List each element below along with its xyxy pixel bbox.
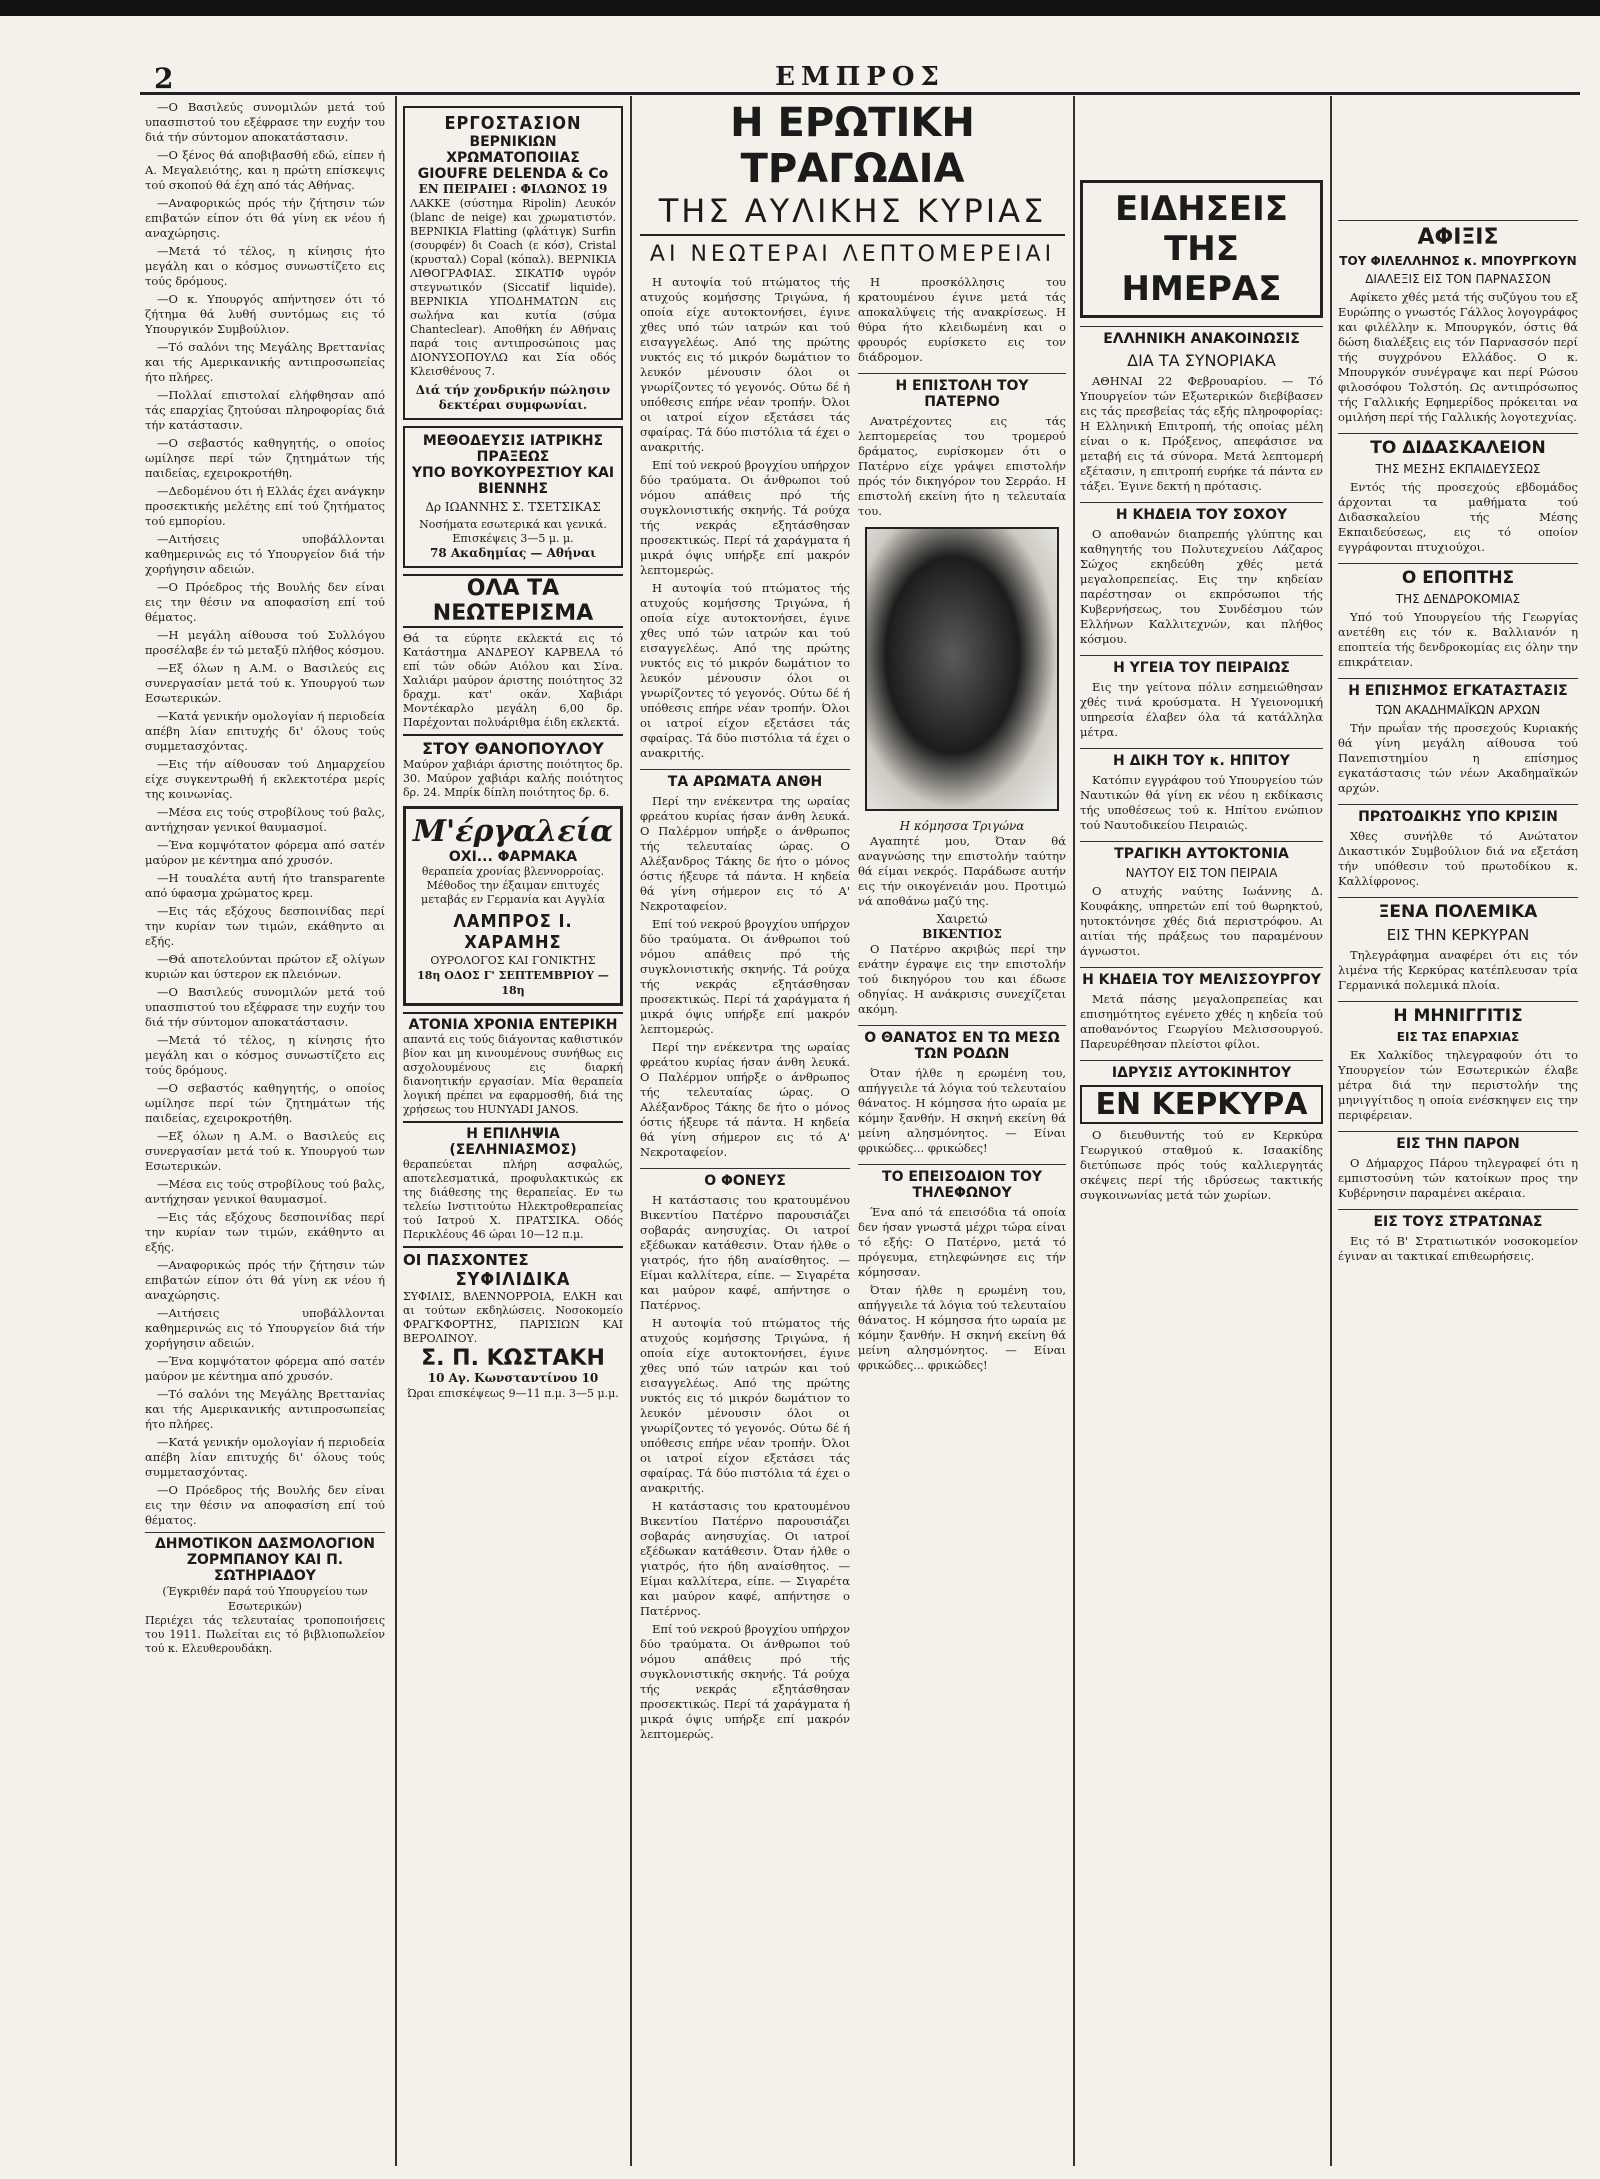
section-heading: ΙΔΡΥΣΙΣ ΑΥΤΟΚΙΝΗΤΟΥ — [1080, 1060, 1323, 1081]
ad-varnish-factory — [403, 106, 623, 420]
ad-novelties — [403, 574, 623, 730]
ad-text: Νοσήματα εσωτερικά και γενικά. Επισκέψεις 3—5 μ. μ. — [419, 518, 607, 545]
ad-subtitle: ΣΥΦΙΛΙΔΙΚΑ — [455, 1269, 571, 1290]
article-paragraph: —Αναφορικώς πρός τήν ζήτησιν τών επιβατών είπον ότι θά γίνη εκ νέου ή αναχώρησις. — [145, 1258, 385, 1302]
section-subheading: ΕΙΣ ΤΗΝ ΚΕΡΚΥΡΑΝ — [1386, 926, 1530, 944]
section-heading: Η ΕΠΙΣΤΟΛΗ ΤΟΥ ΠΑΤΕΡΝΟ — [858, 373, 1066, 410]
article-paragraph: Εκ Χαλκίδος τηλεγραφούν ότι το Υπουργείον τών Εσωτερικών έλαβε μέτρα διά την περιστολήν της μηνιγγίτιδος η οποία ενέσκηψεν εις την περιφέρειαν. — [1338, 1048, 1578, 1122]
ad-title: ΑΤΟΝΙΑ ΧΡΟΝΙΑ ΕΝΤΕΡΙΚΗ — [403, 1012, 623, 1033]
ad-text: θεραπεύεται πλήρη ασφαλώς, αποτελεσματικά, προφυλακτικώς εκ της διάθεσης της θεραπείας. Εν τω τελείω Ινστιτούτω Ηλεκτροθεραπείας τού Ιατρού Χ. ΠΡΑΤΣΙΚΑ. Οδός Περικλέους 46 ώραι 10—12 π.μ. — [403, 1158, 623, 1241]
ad-title: Η ΕΠΙΛΗΨΙΑ (ΣΕΛΗΝΙΑΣΜΟΣ) — [403, 1121, 623, 1158]
article-paragraph: —Μετά τό τέλος, η κίνησις ήτο μεγάλη και ο κόσμος συνωστίζετο εις τούς δρόμους. — [145, 1033, 385, 1077]
masthead-title: ΕΜΠΡΟΣ — [775, 62, 945, 92]
news-of-the-day-title: ΕΙΔΗΣΕΙΣ ΤΗΣ ΗΜΕΡΑΣ — [1080, 180, 1323, 318]
ad-role: ΟΥΡΟΛΟΓΟΣ ΚΑΙ ΓΟΝΙΚΤΗΣ — [430, 954, 596, 967]
article-paragraph: —Ο Πρόεδρος τής Βουλής δεν είναι εις την θέσιν να αποφασίση επί τού θέματος. — [145, 580, 385, 624]
main-subheadline: ΤΗΣ ΑΥΛΙΚΗΣ ΚΥΡΙΑΣ — [640, 192, 1065, 236]
article-paragraph: Αγαπητέ μου, Όταν θά αναγνώσης την επιστολήν ταύτην θά είμαι νεκρός. Παράδωσε αυτήν εις τήν οικογένειάν μου. Προτιμώ νά αποθάνω μαζύ της. — [858, 834, 1066, 908]
column-3 — [640, 275, 850, 2160]
article-paragraph: Υπό τού Υπουργείου τής Γεωργίας ανετέθη εις τόν κ. Βαλλιανόν η εποπτεία τής δενδροκομίας εις όλην την επικράτειαν. — [1338, 610, 1578, 669]
ad-place: ΕΝ ΠΕΙΡΑΙΕΙ : ΦΙΛΩΝΟΣ 19 — [418, 182, 608, 196]
section-heading: ΤΟ ΕΠΕΙΣΟΔΙΟΝ ΤΟΥ ΤΗΛΕΦΩΝΟΥ — [858, 1164, 1066, 1201]
ad-hours: Ώραι επισκέψεως 9—11 π.μ. 3—5 μ.μ. — [407, 1387, 619, 1400]
ad-script-title: Μ'έργαλεία — [412, 814, 614, 849]
ad-subtitle: ΒΕΡΝΙΚΙΩΝ ΧΡΩΜΑΤΟΠΟΙΙΑΣ — [446, 134, 580, 166]
article-paragraph: Επί τού νεκρού βρογχίου υπήρχον δύο τραύματα. Οι άνθρωποι τού νόμου απάθεις πρό τής συγκλονιστικής σκηνής. Τά ρούχα τής νεκράς εξητάσθησαν προσεκτικώς. Περί τά χαράγματα ή μικρά όψις υπήρξε επί μακρόν λεπτομερώς. — [640, 458, 850, 577]
article-paragraph: —Ο σεβαστός καθηγητής, ο οποίος ωμίλησε περί τών ζητημάτων τής παιδείας, εχειροκροτήθη. — [145, 436, 385, 480]
article-paragraph: Μετά πάσης μεγαλοπρεπείας και επισημότητος εγένετο χθές η κηδεία τού αποθανόντος Γεωργίου Μελισσουργού. Παρευρέθησαν πλείστοι φίλοι. — [1080, 992, 1323, 1051]
article-paragraph: —Εις τάς εξόχους δεσποινίδας περί την κυρίαν των τιμών, εκάθηντο αι εξής. — [145, 1210, 385, 1254]
section-heading: ΤΟ ΔΙΔΑΣΚΑΛΕΙΟΝ — [1338, 433, 1578, 458]
article-paragraph: Όταν ήλθε η ερωμένη του, απήγγειλε τά λόγια τού τελευταίου θάνατος. Η κόμησσα ήτο ωραία με κόμην ξανθήν. Η σκηνή εκείνη θά μείνη αλησμόνητος. — Είναι φρικώδες... φρικώδες! — [858, 1066, 1066, 1155]
ad-title: ΔΗΜΟΤΙΚΟΝ ΔΑΣΜΟΛΟΓΙΟΝ — [154, 1536, 376, 1552]
ad-text: Μαύρον χαβιάρι άριστης ποιότητος δρ. 30. Μαύρον χαβιάρι καλής ποιότητος δρ. 24. Μπρίκ δίπλη ποιότητος δρ. 6. — [403, 758, 623, 799]
ad-address: 78 Ακαδημίας — Αθήναι — [429, 546, 597, 560]
ad-dasmologion — [145, 1532, 385, 1656]
ad-note: (Έγκριθέν παρά τού Υπουργείου των Εσωτερικών) — [162, 1585, 368, 1613]
ad-title: ΟΛΑ ΤΑ ΝΕΩΤΕΡΙΣΜΑ — [403, 574, 623, 628]
article-paragraph: —Κατά γενικήν ομολογίαν ή περιοδεία απέβη λίαν επιτυχής δι' όλους τούς συμμετασχόντας. — [145, 709, 385, 753]
page-header — [140, 62, 1580, 95]
portrait-photo — [865, 527, 1059, 811]
main-headline: Η ΕΡΩΤΙΚΗ ΤΡΑΓΩΔΙΑ — [730, 100, 975, 192]
article-paragraph: Ανατρέχοντες εις τάς λεπτομερείας του τρομερού δράματος, ευρίσκομεν ότι ο Πατέρνο είχε γράψει επιστολήν πρός τόν δικηγόρον του Σερράο. Η επιστολή εκείνη ήτο η τελευταία του. — [858, 414, 1066, 518]
section-subheading: ΤΩΝ ΑΚΑΔΗΜΑΪΚΩΝ ΑΡΧΩΝ — [1375, 703, 1541, 717]
article-paragraph: —Τό σαλόνι της Μεγάλης Βρεττανίας και τής Αμερικανικής αντιπροσωπείας ήτο πλήρες. — [145, 1387, 385, 1431]
article-paragraph: —Εξ όλων η Α.Μ. ο Βασιλεύς εις συνεργασίαν μετά τού κ. Υπουργού των Εσωτερικών. — [145, 661, 385, 705]
article-paragraph: —Κατά γενικήν ομολογίαν ή περιοδεία απέβη λίαν επιτυχής δι' όλους τούς συμμετασχόντας. — [145, 1435, 385, 1479]
article-paragraph: Η κατάστασις του κρατουμένου Βικεντίου Πατέρνο παρουσιάζει σοβαράς ανησυχίας. Οι ιατροί εξέδωκαν κατάθεσιν. Όταν ήλθε ο γιατρός, ήτο ήδη αναίσθητος. — Είμαι καλλίτερα, είπε. — Σιγαρέτα και μαύρον καφέ, απήντησε ο Πατέρνος. — [640, 1499, 850, 1618]
article-paragraph: —Η μεγάλη αίθουσα τού Συλλόγου προσέλαβε έν τώ μεταξύ πλήθος κόσμου. — [145, 628, 385, 657]
letter-signature: ΒΙΚΕΝΤΙΟΣ — [922, 927, 1002, 941]
letter-closing: Χαιρετώ — [936, 912, 988, 926]
article-paragraph: Ο αποθανών διαπρεπής γλύπτης και καθηγητής του Πολυτεχνείου Λάζαρος Σώχος εκηδεύθη χθές μετά μεγαλοπρεπείας. Εις την κηδείαν παρέστησαν οι εκπρόσωποι τής Κυβερνήσεως, του Συνδέσμου τών Ελλήνων Καλλιτεχνών, και πλήθος κόσμου. — [1080, 527, 1323, 646]
section-heading: Η ΚΗΔΕΙΑ ΤΟΥ ΣΟΧΟΥ — [1080, 502, 1323, 523]
section-heading: ΕΙΣ ΤΟΥΣ ΣΤΡΑΤΩΝΑΣ — [1338, 1209, 1578, 1230]
column-4 — [858, 275, 1066, 2160]
ad-text: Θά τα εύρητε εκλεκτά εις τό Κατάστημα ΑΝΔΡΕΟΥ ΚΑΡΒΕΛΑ τό επί τών οδών Αιόλου και Σίνα. Χαλιάρι μαύρον άριστης ποιότητος 32 δραχμ. κατ' οκάν. Χαβιάρι Μοντέκαρλο μεγάλη 6,00 δρ. Παρέχονται πολυάριθμα έιδη εκλεκτά. — [403, 632, 623, 729]
article-paragraph: —Πολλαί επιστολαί ελήφθησαν από τάς επαρχίας ζητούσαι πληροφορίας διά τήν κατάστασιν. — [145, 388, 385, 432]
ad-name: ΛΑΜΠΡΟΣ Ι. ΧΑΡΑΜΗΣ — [453, 911, 573, 953]
ad-title: ΕΡΓΟΣΤΑΣΙΟΝ — [444, 113, 582, 134]
section-heading: Ο ΕΠΟΠΤΗΣ — [1338, 563, 1578, 588]
article-paragraph: —Ο ξένος θά αποβιβασθή εδώ, είπεν ή Α. Μεγαλειότης, και η πρώτη επίσκεψις τού σκοπού θά έχη από τάς Αθήνας. — [145, 148, 385, 192]
section-subheading: ΤΟΥ ΦΙΛΕΛΛΗΝΟΣ κ. ΜΠΟΥΡΓΚΟΥΝ — [1339, 254, 1577, 268]
section-subheading: ΤΗΣ ΔΕΝΔΡΟΚΟΜΙΑΣ — [1395, 592, 1521, 606]
photo-caption: Η κόμησσα Τριγώνα — [899, 819, 1025, 833]
article-paragraph: Η προσκόλλησις του κρατουμένου έγινε μετά τάς αποκαλύψεις τής ανακρίσεως. Η θύρα ήτο κλειδωμένη και ο φρουρός ευρίσκετο εις τον διάδρομον. — [858, 275, 1066, 364]
article-paragraph: Επί τού νεκρού βρογχίου υπήρχον δύο τραύματα. Οι άνθρωποι τού νόμου απάθεις πρό τής συγκλονιστικής σκηνής. Τά ρούχα τής νεκράς εξητάσθησαν προσεκτικώς. Περί τά χαράγματα ή μικρά όψις υπήρξε επί μακρόν λεπτομερώς. — [640, 917, 850, 1036]
article-paragraph: Η αυτοψία τού πτώματος τής ατυχούς κομήσσης Τριγώνα, ή οποία είχε αυτοκτονήσει, έγινε χθες υπό τών ιατρών και τού εισαγγελέως. Από της πρώτης νυκτός εις τό μικρόν δωμάτιον το λευκόν μένουσιν όλοι οι γνωρίζοντες τό γεγονός. Ούτω δέ ή υπόθεσις επήρε νέαν τροπήν. Όλοι οι ιατροί είχον εξετάσει τάς σφαίρας. Τά δύο πιστόλια τά έχει ο ανακριτής. — [640, 1316, 850, 1495]
ad-title: ΜΕΘΟΔΕΥΣΙΣ ΙΑΤΡΙΚΗΣ ΠΡΑΞΕΩΣ — [422, 433, 604, 465]
ad-subtitle: ΖΟΡΜΠΑΝΟΥ ΚΑΙ Π. ΣΩΤΗΡΙΑΔΟΥ — [186, 1552, 344, 1584]
ad-thanopoulos — [403, 734, 623, 800]
main-deck: ΑΙ ΝΕΩΤΕΡΑΙ ΛΕΠΤΟΜΕΡΕΙΑΙ — [649, 242, 1056, 267]
article-paragraph: —Αιτήσεις υποβάλλονται καθημερινώς εις τό Υπουργείον διά τήν χορήγησιν αδειών. — [145, 1306, 385, 1350]
article-paragraph: Η αυτοψία τού πτώματος τής ατυχούς κομήσσης Τριγώνα, ή οποία είχε αυτοκτονήσει, έγινε χθες υπό τών ιατρών και τού εισαγγελέως. Από της πρώτης νυκτός εις τό μικρόν δωμάτιον το λευκόν μένουσιν όλοι οι γνωρίζοντες τό γεγονός. Ούτω δέ ή υπόθεσις επήρε νέαν τροπήν. Όλοι οι ιατροί είχον εξετάσει τάς σφαίρας. Τά δύο πιστόλια τά έχει ο ανακριτής. — [640, 581, 850, 760]
article-paragraph: Ο Δήμαρχος Πάρου τηλεγραφεί ότι η εμπιστοσύνη τών κατοίκων προς την Κυβέρνησιν παραμένει ακέραια. — [1338, 1156, 1578, 1200]
section-heading: Η ΜΗΝΙΓΓΙΤΙΣ — [1338, 1001, 1578, 1026]
ad-title: ΣΤΟΥ ΘΑΝΟΠΟΥΛΟΥ — [403, 734, 623, 758]
column-rule — [395, 96, 397, 2166]
ad-text: Περιέχει τάς τελευταίας τροποποιήσεις του 1911. Πωλείται εις τό βιβλιοπωλείον τού κ. Ελευθερουδάκη. — [145, 1614, 385, 1655]
article-paragraph: —Δεδομένου ότι ή Ελλάς έχει ανάγκην προσεκτικής μελέτης επί τού ζητήματος τού εμπορίου. — [145, 484, 385, 528]
article-paragraph: Ο ατυχής ναύτης Ιωάννης Δ. Κουφάκης, υπηρετών επί τού θωρηκτού, ηυτοκτόνησε χθές διά περιστρόφου. Αι αιτίαι τής πράξεως του παραμένουν άγνωστοι. — [1080, 884, 1323, 958]
article-paragraph: Χθες συνήλθε τό Ανώτατον Δικαστικόν Συμβούλιον διά να εξετάση τήν υπόθεσιν τού πρωτοδίκου κ. Καλλίφρονος. — [1338, 829, 1578, 888]
article-paragraph: Επί τού νεκρού βρογχίου υπήρχον δύο τραύματα. Οι άνθρωποι τού νόμου απάθεις πρό τής συγκλονιστικής σκηνής. Τά ρούχα τής νεκράς εξητάσθησαν προσεκτικώς. Περί τά χαράγματα ή μικρά όψις υπήρξε επί μακρόν λεπτομερώς. — [640, 1622, 850, 1741]
ad-footer: Διά τήν χονδρικήν πώλησιν δεκτέραι συμφωνίαι. — [415, 383, 611, 412]
article-paragraph: Ο Πατέρνο ακριβώς περί την ενάτην έγραψε εις την επιστολήν τού δικηγόρου του και έδωσε οδηγίας. Η ανάκρισις συνεχίζεται ακόμη. — [858, 942, 1066, 1016]
ad-title: ΟΙ ΠΑΣΧΟΝΤΕΣ — [403, 1246, 623, 1269]
section-subheading: ΝΑΥΤΟΥ ΕΙΣ ΤΟΝ ΠΕΙΡΑΙΑ — [1125, 866, 1278, 880]
section-heading: ΑΦΙΞΙΣ — [1338, 220, 1578, 250]
column-5 — [1080, 100, 1323, 2160]
article-paragraph: Όταν ήλθε η ερωμένη του, απήγγειλε τά λόγια τού τελευταίου θάνατος. Η κόμησσα ήτο ωραία με κόμην ξανθήν. Η σκηνή εκείνη θά μείνη αλησμόνητος. — Είναι φρικώδες... φρικώδες! — [858, 1283, 1066, 1372]
article-paragraph: —Μέσα εις τούς στροβίλους τού βαλς, αντήχησαν γενικοί θαυμασμοί. — [145, 1177, 385, 1206]
article-paragraph: —Ο κ. Υπουργός απήντησεν ότι τό ζήτημα θά λυθή συντόμως εις τό Υπουργικόν Συμβούλιον. — [145, 292, 385, 336]
article-paragraph: —Μέσα εις τούς στροβίλους τού βαλς, αντήχησαν γενικοί θαυμασμοί. — [145, 805, 385, 834]
article-paragraph: Εις τό Β' Στρατιωτικόν νοσοκομείον έγιναν αι τακτικαί επιθεωρήσεις. — [1338, 1234, 1578, 1263]
column-6 — [1338, 100, 1578, 2160]
article-paragraph: Εντός τής προσεχούς εβδομάδος άρχονται τα μαθήματα τού Διδασκαλείου τής Μέσης Εκπαιδεύσεως, εις τό οποίον εγγράφονται πτυχιούχοι. — [1338, 480, 1578, 554]
column-rule — [630, 96, 632, 2166]
section-subheading: ΔΙΑΛΕΞΙΣ ΕΙΣ ΤΟΝ ΠΑΡΝΑΣΣΟΝ — [1365, 272, 1551, 286]
page-top-border — [0, 0, 1600, 16]
article-paragraph: Αφίκετο χθές μετά τής συζύγου του εξ Ευρώπης ο γνωστός Γάλλος λογογράφος και φιλέλλην κ. Μπουργκόν, όστις θά δώση διαλέξεις εις τόν Παρνασσόν περί τής συγχρόνου Ελλάδος. Ο κ. Μπουργκόν συνέγραψε και περί Ρώσου φιλοσόφου Τολστόη. Ως αντιπρόσωπος τής Γαλλικής Εφημερίδος πρόκειται να ομιλήση περί τής Γαλλικής λογοτεχνίας. — [1338, 290, 1578, 424]
ad-epilepsy — [403, 1121, 623, 1242]
ad-company: GIOUFRE DELENDA & Co — [417, 166, 609, 182]
article-paragraph: —Ένα κομψότατον φόρεμα από σατέν μαύρον με κέντημα από χρυσόν. — [145, 1354, 385, 1383]
section-heading: Ο ΘΑΝΑΤΟΣ ΕΝ ΤΩ ΜΕΣΩ ΤΩΝ ΡΟΔΩΝ — [858, 1025, 1066, 1062]
article-paragraph: —Η τουαλέτα αυτή ήτο transparente από ύφασμα χρώματος κρεμ. — [145, 871, 385, 900]
ad-sufferers — [403, 1246, 623, 1401]
section-heading: ΕΙΣ ΤΗΝ ΠΑΡΟΝ — [1338, 1131, 1578, 1152]
section-heading: Η ΔΙΚΗ ΤΟΥ κ. ΗΠΙΤΟΥ — [1080, 748, 1323, 769]
ad-text: ΛΑΚΚΕ (σύστημα Ripolin) Λευκόν (blanc de neige) και χρωματιστόν. ΒΕΡΝΙΚΙΑ Flatting (φλάτιγκ) Surfin (σουρφέν) δι Coach (ε κόσ), Cristal (κρυσταλ) Copal (κόπαλ). ΒΕΡΝΙΚΙΑ ΛΙΘΟΓΡΑΦΙΑΣ. ΣΙΚΑΤΙΦ υγρόν στεγνωτικόν (Siccatif liquide). ΒΕΡΝΙΚΙΑ ΥΠΟΔΗΜΑΤΩΝ εις σωλήνα και κυτία (σύμα Chanteclear). Αποθήκη έν Αθήναις παρά τοις αντιπροσώποις μας ΔΙΟΝΥΣΟΠΟΥΛΩ και Σία οδός Κλεισθένους 7. — [410, 197, 616, 378]
article-paragraph: —Μετά τό τέλος, η κίνησις ήτο μεγάλη και ο κόσμος συνωστίζετο εις τούς δρόμους. — [145, 244, 385, 288]
article-paragraph: —Ο σεβαστός καθηγητής, ο οποίος ωμίλησε περί τών ζητημάτων τής παιδείας, εχειροκροτήθη. — [145, 1081, 385, 1125]
section-heading: ΕΛΛΗΝΙΚΗ ΑΝΑΚΟΙΝΩΣΙΣ — [1080, 326, 1323, 347]
article-paragraph: —Αιτήσεις υποβάλλονται καθημερινώς εις τό Υπουργείον διά τήν χορήγησιν αδειών. — [145, 532, 385, 576]
article-paragraph: —Ο Βασιλεύς συνομιλών μετά τού υπασπιστού του εξέφρασε την ευχήν του διά τήν σύντομον αποκατάστασιν. — [145, 985, 385, 1029]
article-paragraph: Περί την ενέκεντρα της ωραίας φρεάτου κυρίας ήσαν άνθη λευκά. Ο Παλέρμον υπήρξε ο άνθρωπος τής τελευταίας ώρας. Ο Αλέξανδρος Τάκης δε ήτο ο μόνος όστις ήξευρε τά πάντα. Η κηδεία θά γίνη σήμερον εις τό Α' Νεκροταφείον. — [640, 1040, 850, 1159]
ad-name: Σ. Π. ΚΩΣΤΑΚΗ — [421, 1346, 605, 1371]
ad-text: απαντά εις τούς διάγοντας καθιστικόν βίον και μη κινουμένους συνήθως εις ασχολουμένους εις διαρκή διανοητικήν εργασίαν. Μία θεραπεία λογική πρέπει να εφαρμοσθή, διά της χρήσεως του HUNYADI JANOS. — [403, 1033, 623, 1116]
article-paragraph: Η κατάστασις του κρατουμένου Βικεντίου Πατέρνο παρουσιάζει σοβαράς ανησυχίας. Οι ιατροί εξέδωκαν κατάθεσιν. Όταν ήλθε ο γιατρός, ήτο ήδη αναίσθητος. — Είμαι καλλίτερα, είπε. — Σιγαρέτα και μαύρον καφέ, απήντησε ο Πατέρνος. — [640, 1193, 850, 1312]
article-paragraph: —Ο Πρόεδρος τής Βουλής δεν είναι εις την θέσιν να αποφασίση επί τού θέματος. — [145, 1483, 385, 1527]
section-heading: Η ΚΗΔΕΙΑ ΤΟΥ ΜΕΛΙΣΣΟΥΡΓΟΥ — [1080, 967, 1323, 988]
article-paragraph: Τηλεγράφημα αναφέρει ότι εις τόν λιμένα τής Κερκύρας κατέπλευσαν τρία Γερμανικά πολεμικά πλοία. — [1338, 948, 1578, 992]
article-paragraph: —Αναφορικώς πρός τήν ζήτησιν τών επιβατών είπον ότι θά γίνη εκ νέου ή αναχώρησις. — [145, 196, 385, 240]
column-2-ads — [403, 100, 623, 2160]
ad-subtitle: ΟΧΙ... ΦΑΡΜΑΚΑ — [448, 849, 578, 865]
article-paragraph: —Εις τάς εξόχους δεσποινίδας περί την κυρίαν των τιμών, εκάθηντο αι εξής. — [145, 904, 385, 948]
ad-atonia — [403, 1012, 623, 1117]
ad-address: 10 Αγ. Κωνσταντίνου 10 — [427, 1371, 599, 1385]
ad-doctor — [403, 426, 623, 568]
section-heading: ΞΕΝΑ ΠΟΛΕΜΙΚΑ — [1338, 897, 1578, 922]
article-paragraph: Κατόπιν εγγράφου τού Υπουργείου τών Ναυτικών θά γίνη εκ νέου η εκδίκασις τής υποθέσεως τού κ. Ηπίτου ενώπιον τού Ναυτοδικείου Πειραιώς. — [1080, 773, 1323, 832]
section-heading: ΠΡΩΤΟΔΙΚΗΣ ΥΠΟ ΚΡΙΣΙΝ — [1338, 804, 1578, 825]
article-paragraph: —Εξ όλων η Α.Μ. ο Βασιλεύς εις συνεργασίαν μετά τού κ. Υπουργού των Εσωτερικών. — [145, 1129, 385, 1173]
article-paragraph: Ο διευθυντής τού εν Κερκύρα Γεωργικού σταθμού κ. Ισαακίδης διετύπωσε πρός τούς καλλιεργητάς σκέψεις περί τής ιδρύσεως τακτικής συγκοινωνίας μετά τών χωρίων. — [1080, 1128, 1323, 1202]
section-big-heading: ΕΝ ΚΕΡΚΥΡΑ — [1080, 1085, 1323, 1124]
section-heading: ΤΡΑΓΙΚΗ ΑΥΤΟΚΤΟΝΙΑ — [1080, 841, 1323, 862]
section-subheading: ΕΙΣ ΤΑΣ ΕΠΑΡΧΙΑΣ — [1396, 1030, 1520, 1044]
article-paragraph: Η αυτοψία τού πτώματος τής ατυχούς κομήσσης Τριγώνα, ή οποία είχε αυτοκτονήσει, έγινε χθες υπό τών ιατρών και τού εισαγγελέως. Από της πρώτης νυκτός εις τό μικρόν δωμάτιον το λευκόν μένουσιν όλοι οι γνωρίζοντες τό γεγονός. Ούτω δέ ή υπόθεσις επήρε νέαν τροπήν. Όλοι οι ιατροί είχον εξετάσει τάς σφαίρας. Τά δύο πιστόλια τά έχει ο ανακριτής. — [640, 275, 850, 454]
column-rule — [1330, 96, 1332, 2166]
ad-name: Δρ ΙΩΑΝΝΗΣ Σ. ΤΣΕΤΣΙΚΑΣ — [425, 500, 601, 514]
article-paragraph: —Τό σαλόνι της Μεγάλης Βρεττανίας και τής Αμερικανικής αντιπροσωπείας ήτο πλήρες. — [145, 340, 385, 384]
article-paragraph: Ένα από τά επεισόδια τά οποία δεν ήσαν γνωστά μέχρι τώρα είναι τό εξής: Ο Πατέρνο, μετά τό πρόγευμα, ετηλεφώνησε εις τήν κόμησσαν. — [858, 1205, 1066, 1279]
ad-address: 18η ΟΔΟΣ Γ' ΣΕΠΤΕΜΒΡΙΟΥ — 18η — [417, 969, 609, 997]
article-paragraph: —Ένα κομψότατον φόρεμα από σατέν μαύρον με κέντημα από χρυσόν. — [145, 838, 385, 867]
article-paragraph: Εις την γείτονα πόλιν εσημειώθησαν χθές τινά κρούσματα. Η Υγειονομική υπηρεσία έλαβεν όλα τά κατάλληλα μέτρα. — [1080, 680, 1323, 739]
ad-text: ΣΥΦΙΛΙΣ, ΒΛΕΝΝΟΡΡΟΙΑ, ΕΛΚΗ και αι τούτων εκδηλώσεις. Νοσοκομείο ΦΡΑΓΚΦΟΡΤΗΣ, ΠΑΡΙΣΙΩΝ ΚΑΙ ΒΕΡΟΛΙΝΟΥ. — [403, 1290, 623, 1345]
article-paragraph: —Θά αποτελούνται πρώτον εξ ολίγων κυριών και ύστερον εκ πλειόνων. — [145, 952, 385, 981]
article-paragraph: Περί την ενέκεντρα της ωραίας φρεάτου κυρίας ήσαν άνθη λευκά. Ο Παλέρμον υπήρξε ο άνθρωπος τής τελευταίας ώρας. Ο Αλέξανδρος Τάκης δε ήτο ο μόνος όστις ήξευρε τά πάντα. Η κηδεία θά γίνη σήμερον εις τό Α' Νεκροταφείον. — [640, 794, 850, 913]
column-rule — [1073, 96, 1075, 2166]
column-1 — [145, 100, 385, 2160]
ad-text: θεραπεία χρονίας βλεννορροίας. Μέθοδος την έξαιμαν επιτυχές μεταβάς εν Γερμανία και Αγγλία — [421, 865, 605, 906]
ad-instruments — [403, 806, 623, 1006]
section-subheading: ΔΙΑ ΤΑ ΣΥΝΟΡΙΑΚΑ — [1127, 351, 1276, 370]
section-heading: Η ΥΓΕΙΑ ΤΟΥ ΠΕΙΡΑΙΩΣ — [1080, 655, 1323, 676]
main-story-header — [640, 100, 1065, 270]
section-heading: Η ΕΠΙΣΗΜΟΣ ΕΓΚΑΤΑΣΤΑΣΙΣ — [1338, 678, 1578, 699]
section-heading: ΤΑ ΑΡΩΜΑΤΑ ΑΝΘΗ — [640, 769, 850, 790]
article-paragraph: ΑΘΗΝΑΙ 22 Φεβρουαρίου. — Τό Υπουργείον τών Εξωτερικών διεβίβασεν εις τάς πρεσβείας τάς εξής πληροφορίας: Η Ελληνική Επιτροπή, τής οποίας μέλη είναι ο κ. Πρόξενος, απεφάσισε να μεταβή εις τά σύνορα. Μετά λεπτομερή εξέτασιν, η επιτροπή ευρήκε τά πάντα εν τάξει. Έγινε δεκτή η πρότασις. — [1080, 374, 1323, 493]
page-number: 2 — [154, 62, 174, 95]
ad-subtitle: ΥΠΟ ΒΟΥΚΟΥΡΕΣΤΙΟΥ ΚΑΙ ΒΙΕΝΝΗΣ — [411, 465, 615, 497]
article-paragraph: —Εις τήν αίθουσαν τού Δημαρχείου είχε συγκεντρωθή ή εκλεκτοτέρα μερίς της κοινωνίας. — [145, 757, 385, 801]
section-subheading: ΤΗΣ ΜΕΣΗΣ ΕΚΠΑΙΔΕΥΣΕΩΣ — [1375, 462, 1541, 476]
section-heading: Ο ΦΟΝΕΥΣ — [640, 1168, 850, 1189]
article-paragraph: Τήν πρωΐαν τής προσεχούς Κυριακής θά γίνη μεγάλη αίθουσα τού Πανεπιστημίου η επίσημος εγκατάστασις τών νέων Ακαδημαϊκών αρχών. — [1338, 721, 1578, 795]
article-paragraph: —Ο Βασιλεύς συνομιλών μετά τού υπασπιστού του εξέφρασε την ευχήν του διά τήν σύντομον αποκατάστασιν. — [145, 100, 385, 144]
